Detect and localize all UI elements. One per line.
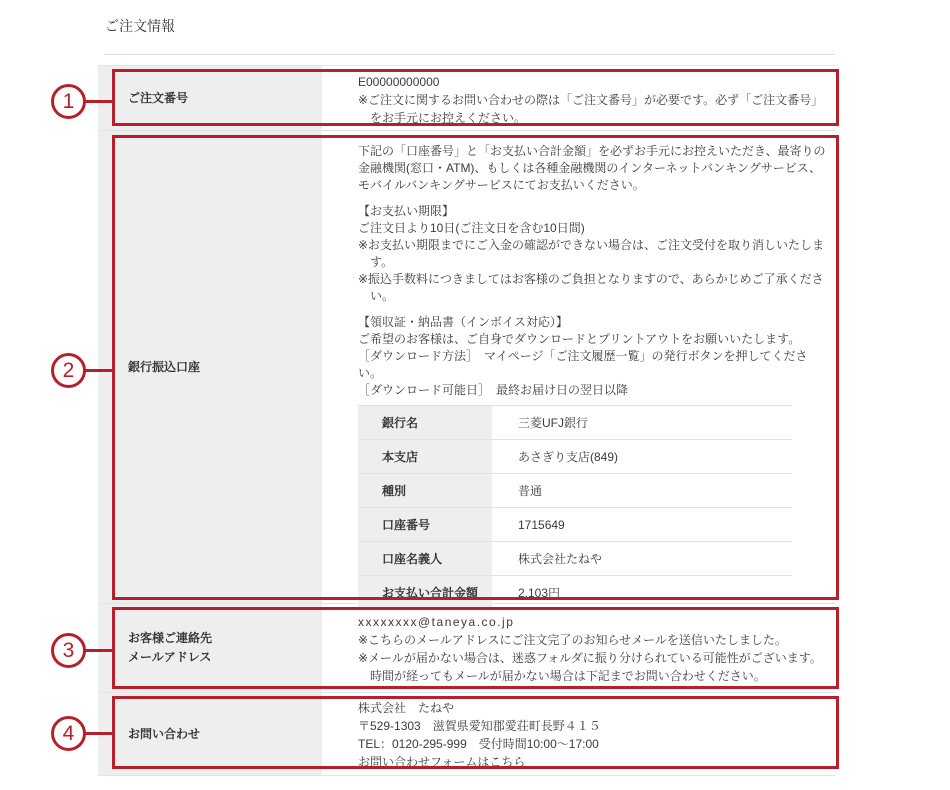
order-number-row	[98, 66, 835, 131]
annotation-marker-2: 2	[51, 353, 86, 388]
account-type-label: 種別	[358, 474, 492, 507]
annotation-connector-2	[84, 369, 113, 372]
annotation-marker-4: 4	[51, 716, 86, 751]
branch-label: 本支店	[358, 440, 492, 473]
order-number-label: ご注文番号	[98, 66, 322, 130]
email-row	[98, 604, 835, 693]
payment-total-value: 2,103円	[518, 586, 561, 600]
order-info-table	[98, 65, 835, 776]
heading-divider	[105, 54, 835, 55]
contact-label: お問い合わせ	[98, 693, 322, 775]
annotation-marker-3: 3	[51, 633, 86, 668]
order-number-value	[322, 66, 835, 130]
account-number-value: 1715649	[518, 517, 565, 532]
contact-form-link[interactable]: お問い合わせフォームはこちら	[358, 755, 526, 769]
bank-transfer-row	[98, 131, 835, 604]
order-number-text: E00000000000 ※ご注文に関するお問い合わせの際は「ご注文番号」が必要です。必ず「ご注文番号」 をお手元にお控えください。	[358, 75, 824, 125]
account-number-row	[358, 508, 792, 542]
branch-row	[358, 440, 792, 474]
annotation-marker-1: 1	[51, 84, 86, 119]
bank-name-label: 銀行名	[358, 406, 492, 439]
customer-email: xxxxxxxx@taneya.co.jp	[358, 615, 515, 629]
bank-transfer-text: 下記の「口座番号」と「お支払い合計金額」を必ずお手元にお控えいただき、最寄りの 金融機関(窓口・ATM)、もしくは各種金融機関のインターネットバンキングサービス、 モバイルバンキングサービスにてお支払いください。 【お支払い期限】 ご注文日より10日(ご注文日を含む10日間) ※お支払い期限までにご入金の確認ができない場合は、ご注文受付を取り消しいたしま す。 ※振込手数料につきましてはお客様のご負担となりますので、あらかじめご了承くださ い。 【領収証・納品書（インボイス対応）】 ご希望のお客様は、ご自身でダウンロードとプリントアウトをお願いいたします。 ［ダウンロード方法］ マイページ「ご注文履歴一覧」の発行ボタンを押してくださ い。 ［ダウンロード可能日］ 最終お届け日の翌日以降	[358, 144, 826, 397]
payment-total-label: お支払い合計金額	[358, 576, 492, 609]
email-label: お客様ご連絡先 メールアドレス	[98, 604, 322, 692]
account-holder-value: 株式会社たねや	[518, 552, 603, 566]
bank-name-value: 三菱UFJ銀行	[518, 416, 588, 430]
account-number-label: 口座番号	[358, 508, 492, 541]
page-title: ご注文情報	[105, 18, 175, 34]
email-notes: ※こちらのメールアドレスにご注文完了のお知らせメールを送信いたしました。 ※メールが届かない場合は、迷惑フォルダに振り分けられている可能性がございます。 時間が経ってもメールが届かない場合は下記までお問い合わせください。	[358, 633, 822, 683]
bank-account-table	[358, 405, 792, 610]
account-holder-row	[358, 542, 792, 576]
annotation-connector-3	[84, 649, 113, 652]
contact-info: 株式会社 たねや 〒529-1303 滋賀県愛知郡愛荘町長野４１５ TEL：0120-295-999 受付時間10:00～17:00	[358, 701, 601, 751]
account-holder-label: 口座名義人	[358, 542, 492, 575]
annotation-connector-1	[84, 100, 113, 103]
annotation-connector-4	[84, 732, 113, 735]
account-type-value: 普通	[518, 484, 543, 498]
contact-value	[322, 693, 835, 775]
bank-name-row	[358, 406, 792, 440]
email-value	[322, 604, 835, 692]
branch-value: あさぎり支店(849)	[518, 450, 619, 464]
account-type-row	[358, 474, 792, 508]
bank-transfer-value	[322, 131, 835, 603]
contact-row	[98, 693, 835, 776]
bank-transfer-label: 銀行振込口座	[98, 131, 322, 603]
